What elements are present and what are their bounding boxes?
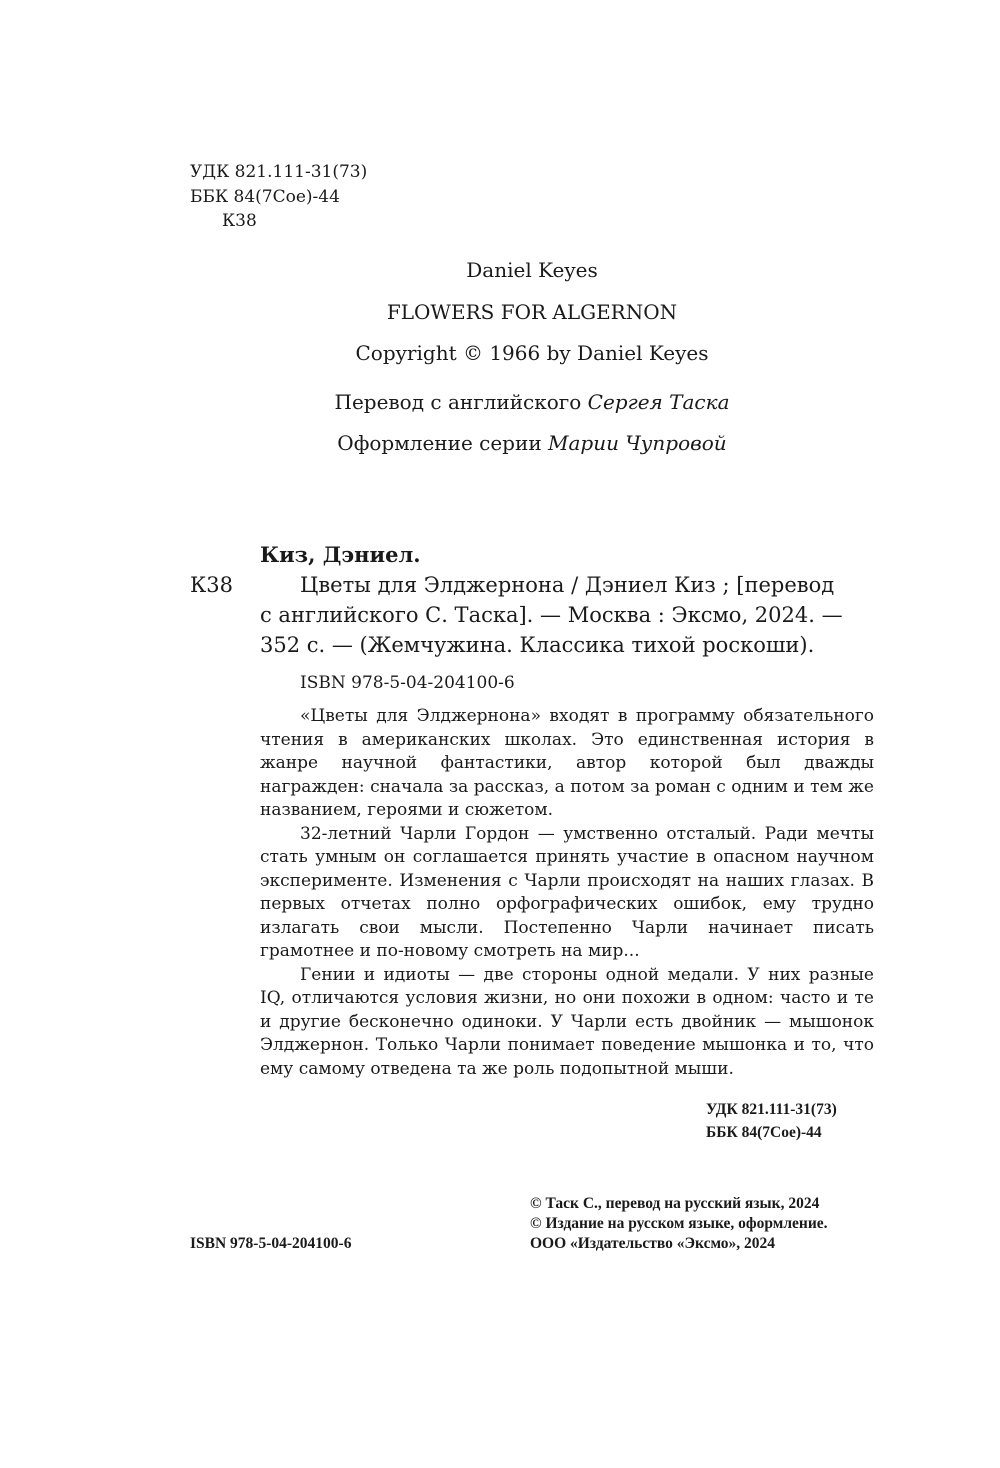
footer-copyright-3: ООО «Издательство «Эксмо», 2024 [530, 1235, 776, 1252]
footer-copyright-1: © Таск С., перевод на русский язык, 2024 [530, 1195, 820, 1212]
footer-udk: УДК 821.111-31(73) [706, 1101, 837, 1118]
annotation-paragraph-2: 32-летний Чарли Гордон — умственно отсталый. Ради мечты стать умным он соглашается принять участие в опасном научном эксперименте. Изменения с Чарли происходят на наших глазах. В первых отчетах полно орфографических ошибок, ему трудно излагать свои мысли. Постепенно Чарли начинает писать грамотнее и по-новому смотреть на мир... [260, 823, 874, 961]
original-title: FLOWERS FOR ALGERNON [386, 300, 678, 324]
record-author-heading: Киз, Дэниел. [260, 542, 421, 567]
annotation-paragraph-1: «Цветы для Элджернона» входят в программу обязательного чтения в американских школах. Это единственная история в жанре научной фантастики, автор которой был дважды награжден: сначала за рассказ, а потом за роман с одним и тем же названием, героями и сюжетом. [260, 706, 874, 820]
bib-line-3: 352 с. — (Жемчужина. Классика тихой роскоши). [260, 633, 815, 657]
original-copyright: Copyright © 1966 by Daniel Keyes [355, 341, 709, 365]
annotation-paragraph-3: Гении и идиоты — две стороны одной медали. У них разные IQ, отличаются условия жизни, но они похожи в одном: часто и те и другие бесконечно одиноки. У Чарли есть двойник — мышонок Элджернон. Только Чарли понимает поведение мышонка и то, что ему самому отведена та же роль подопытной мыши. [260, 964, 874, 1079]
author-mark: К38 [222, 211, 257, 231]
original-author: Daniel Keyes [466, 258, 598, 282]
translation-credit [0, 390, 1000, 414]
translator-name: Сергея Таска [587, 390, 730, 414]
design-prefix: Оформление серии [337, 431, 542, 455]
annotation [260, 705, 874, 1081]
translation-prefix: Перевод с английского [334, 390, 582, 414]
designer-name: Марии Чупровой [548, 431, 727, 455]
record-isbn: ISBN 978-5-04-204100-6 [300, 673, 515, 693]
footer-copyright-2: © Издание на русском языке, оформление. [530, 1215, 828, 1232]
bbk-code: ББК 84(7Сое)-44 [190, 187, 340, 207]
bib-line-2: с английского С. Таска]. — Москва : Эксмо, 2024. — [260, 603, 843, 627]
udk-code: УДК 821.111-31(73) [190, 162, 368, 182]
footer-isbn: ISBN 978-5-04-204100-6 [190, 1235, 352, 1252]
design-credit [0, 431, 1000, 455]
record-mark: К38 [190, 573, 233, 597]
bib-line-1: Цветы для Элджернона / Дэниел Киз ; [перевод [300, 573, 835, 597]
footer-bbk: ББК 84(7Сое)-44 [706, 1124, 822, 1141]
